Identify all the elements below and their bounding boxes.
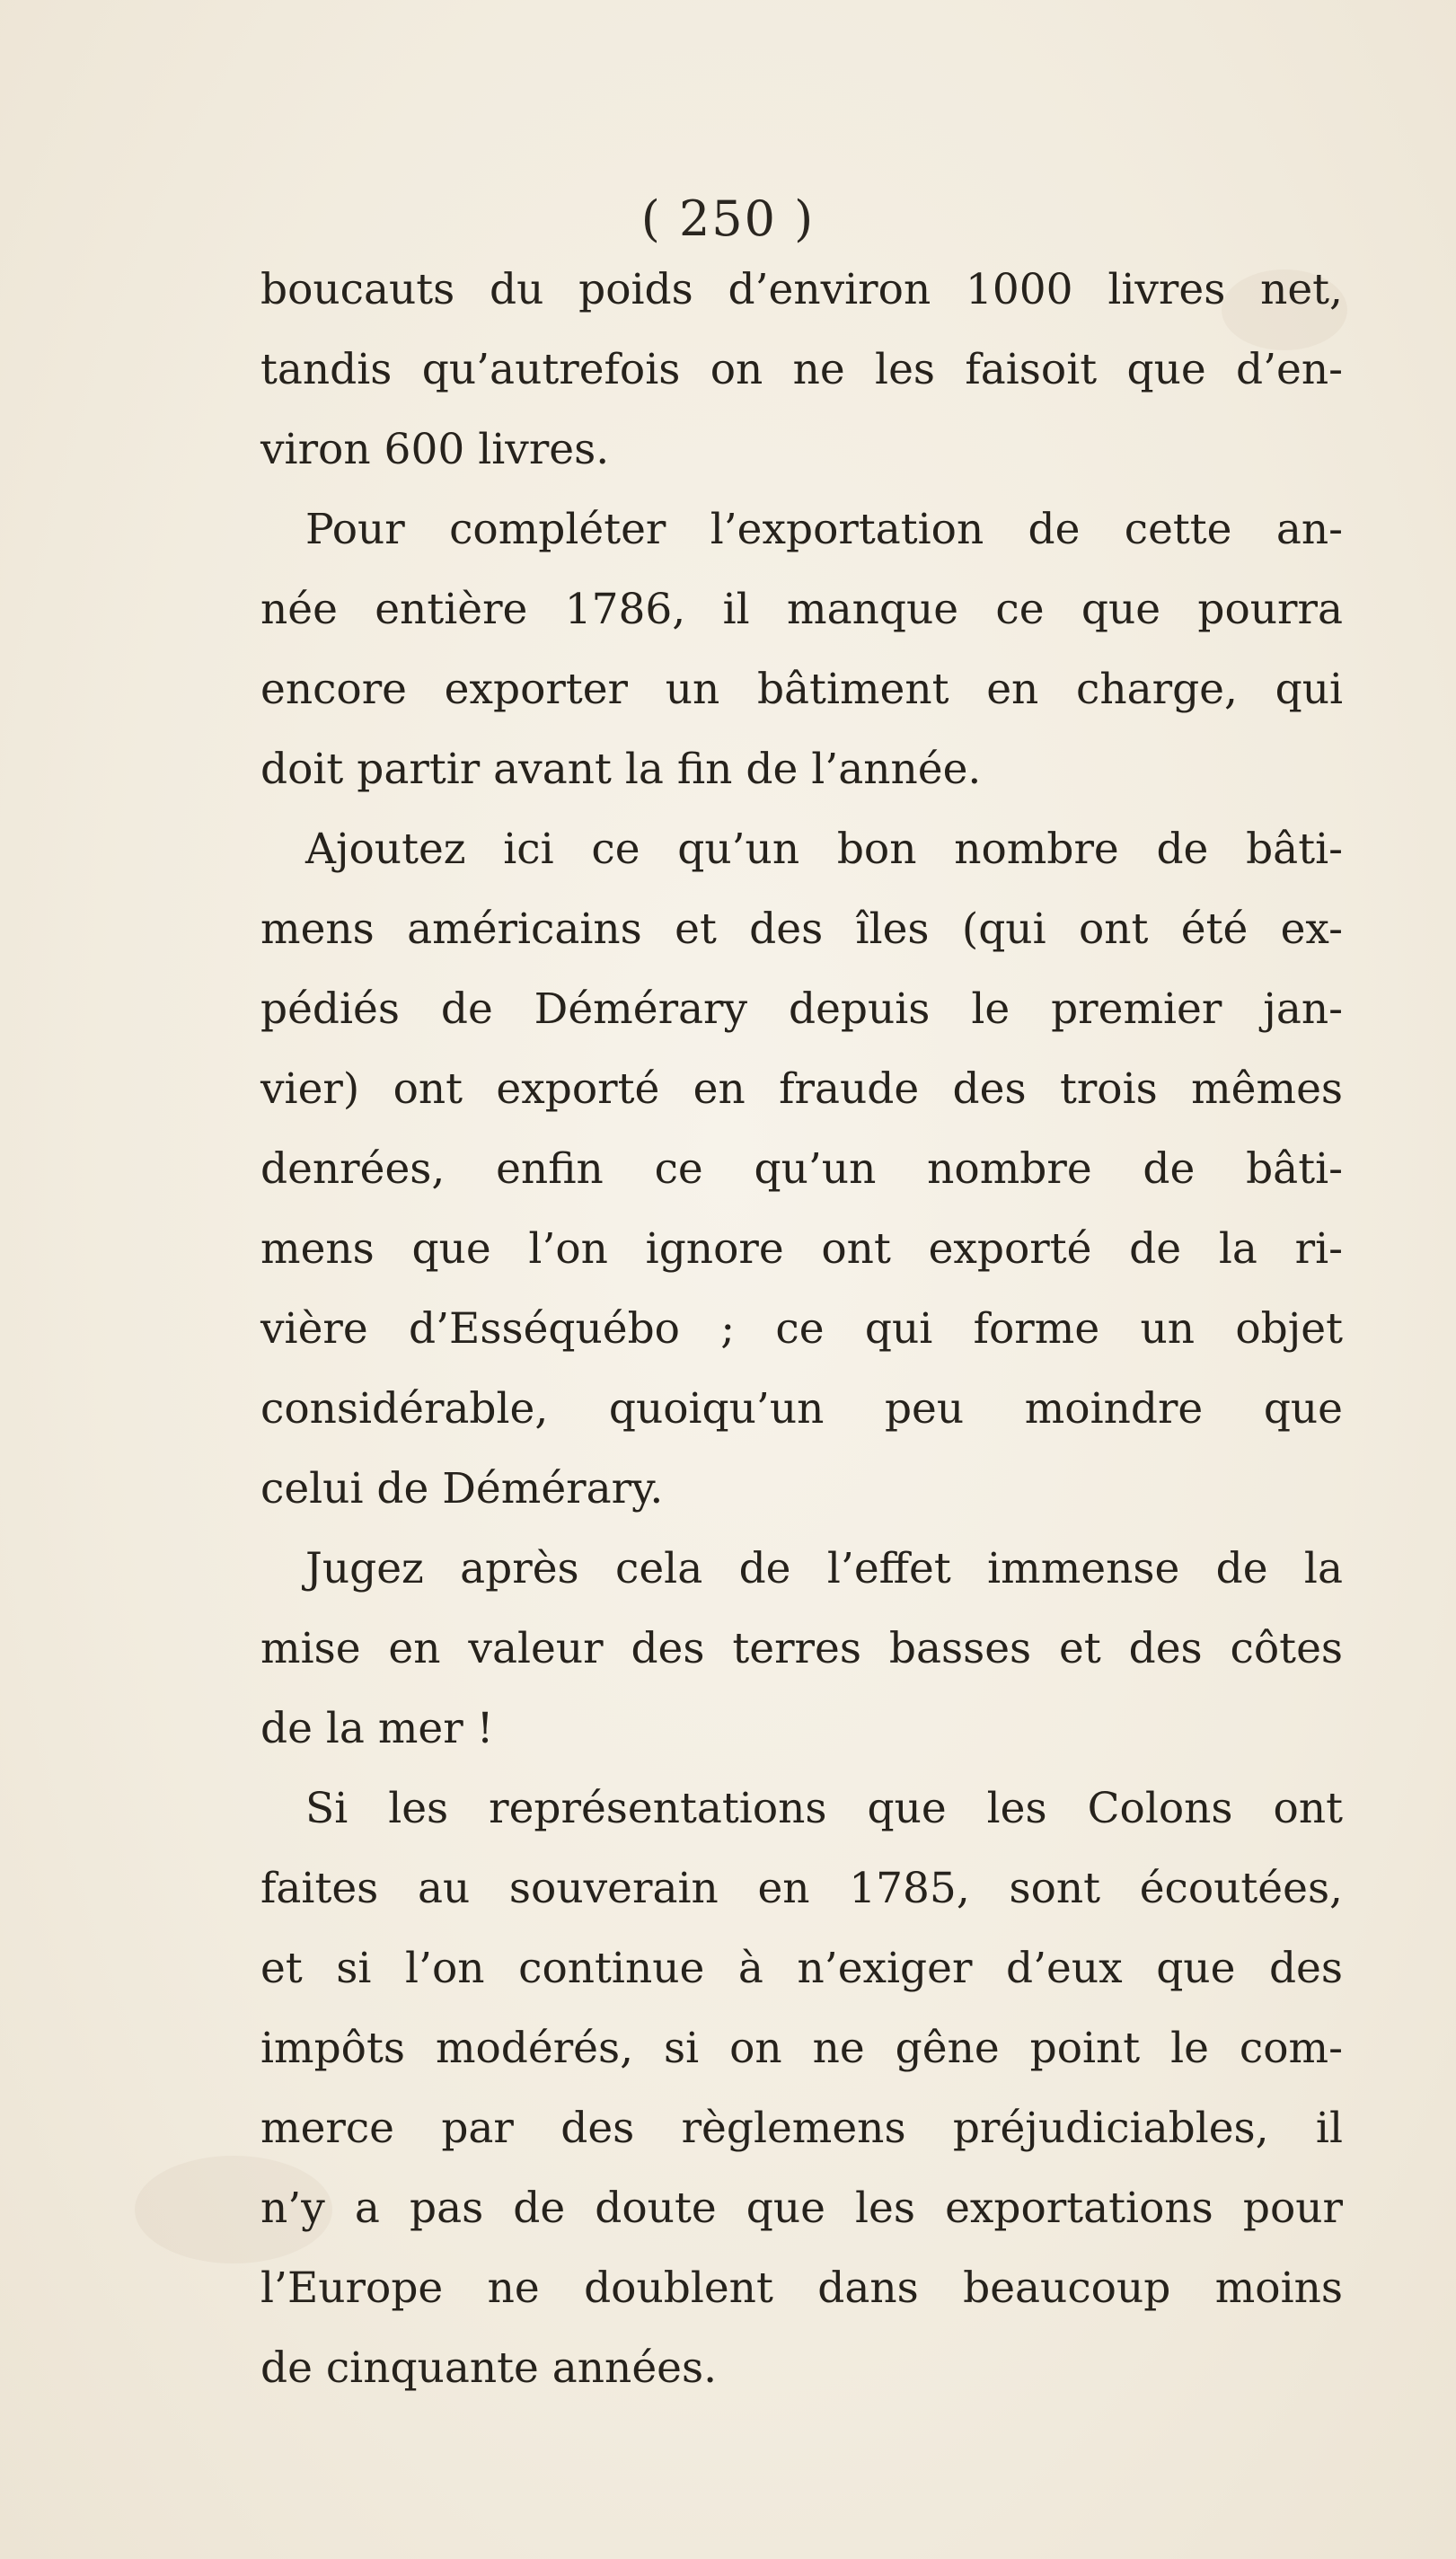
text-line: l’Europe ne doublent dans beaucoup moins	[260, 2263, 1343, 2313]
text-line: et si l’on continue à n’exiger d’eux que des	[260, 1944, 1343, 1993]
paragraph-first-line: Pour compléter l’exportation de cette an-	[305, 505, 1343, 554]
paragraph-first-line: Ajoutez ici ce qu’un bon nombre de bâti-	[305, 825, 1343, 874]
text-line: mens que l’on ignore ont exporté de la ri-	[260, 1224, 1343, 1274]
text-line: encore exporter un bâtiment en charge, qui	[260, 665, 1343, 714]
text-line: tandis qu’autrefois on ne les faisoit que d’en-	[260, 345, 1343, 394]
paragraph-first-line: Jugez après cela de l’effet immense de la	[305, 1544, 1343, 1593]
text-line: née entière 1786, il manque ce que pourra	[260, 585, 1343, 634]
text-line: viron 600 livres.	[260, 425, 610, 474]
text-line: merce par des règlemens préjudiciables, il	[260, 2104, 1343, 2153]
text-line: de cinquante années.	[260, 2343, 718, 2393]
body-text	[260, 250, 1343, 2408]
text-line: vière d’Esséquébo ; ce qui forme un objet	[260, 1304, 1343, 1354]
text-line: vier) ont exporté en fraude des trois mêmes	[260, 1064, 1343, 1114]
text-line: celui de Démérary.	[260, 1464, 664, 1513]
text-line: n’y a pas de doute que les exportations pour	[260, 2184, 1343, 2233]
text-line: mise en valeur des terres basses et des côtes	[260, 1624, 1343, 1673]
text-line: de la mer !	[260, 1704, 494, 1753]
text-line: pédiés de Démérary depuis le premier jan-	[260, 984, 1343, 1034]
text-line: impôts modérés, si on ne gêne point le com-	[260, 2024, 1343, 2073]
paragraph-first-line: Si les représentations que les Colons ont	[305, 1784, 1343, 1833]
page-number: ( 250 )	[640, 190, 816, 247]
text-line: considérable, quoiqu’un peu moindre que	[260, 1384, 1343, 1434]
text-line: mens américains et des îles (qui ont été ex-	[260, 904, 1343, 954]
text-line: boucauts du poids d’environ 1000 livres net,	[260, 265, 1343, 314]
text-line: denrées, enfin ce qu’un nombre de bâti-	[260, 1144, 1343, 1194]
text-line: doit partir avant la fin de l’année.	[260, 745, 982, 794]
text-line: faites au souverain en 1785, sont écoutées,	[260, 1864, 1343, 1913]
